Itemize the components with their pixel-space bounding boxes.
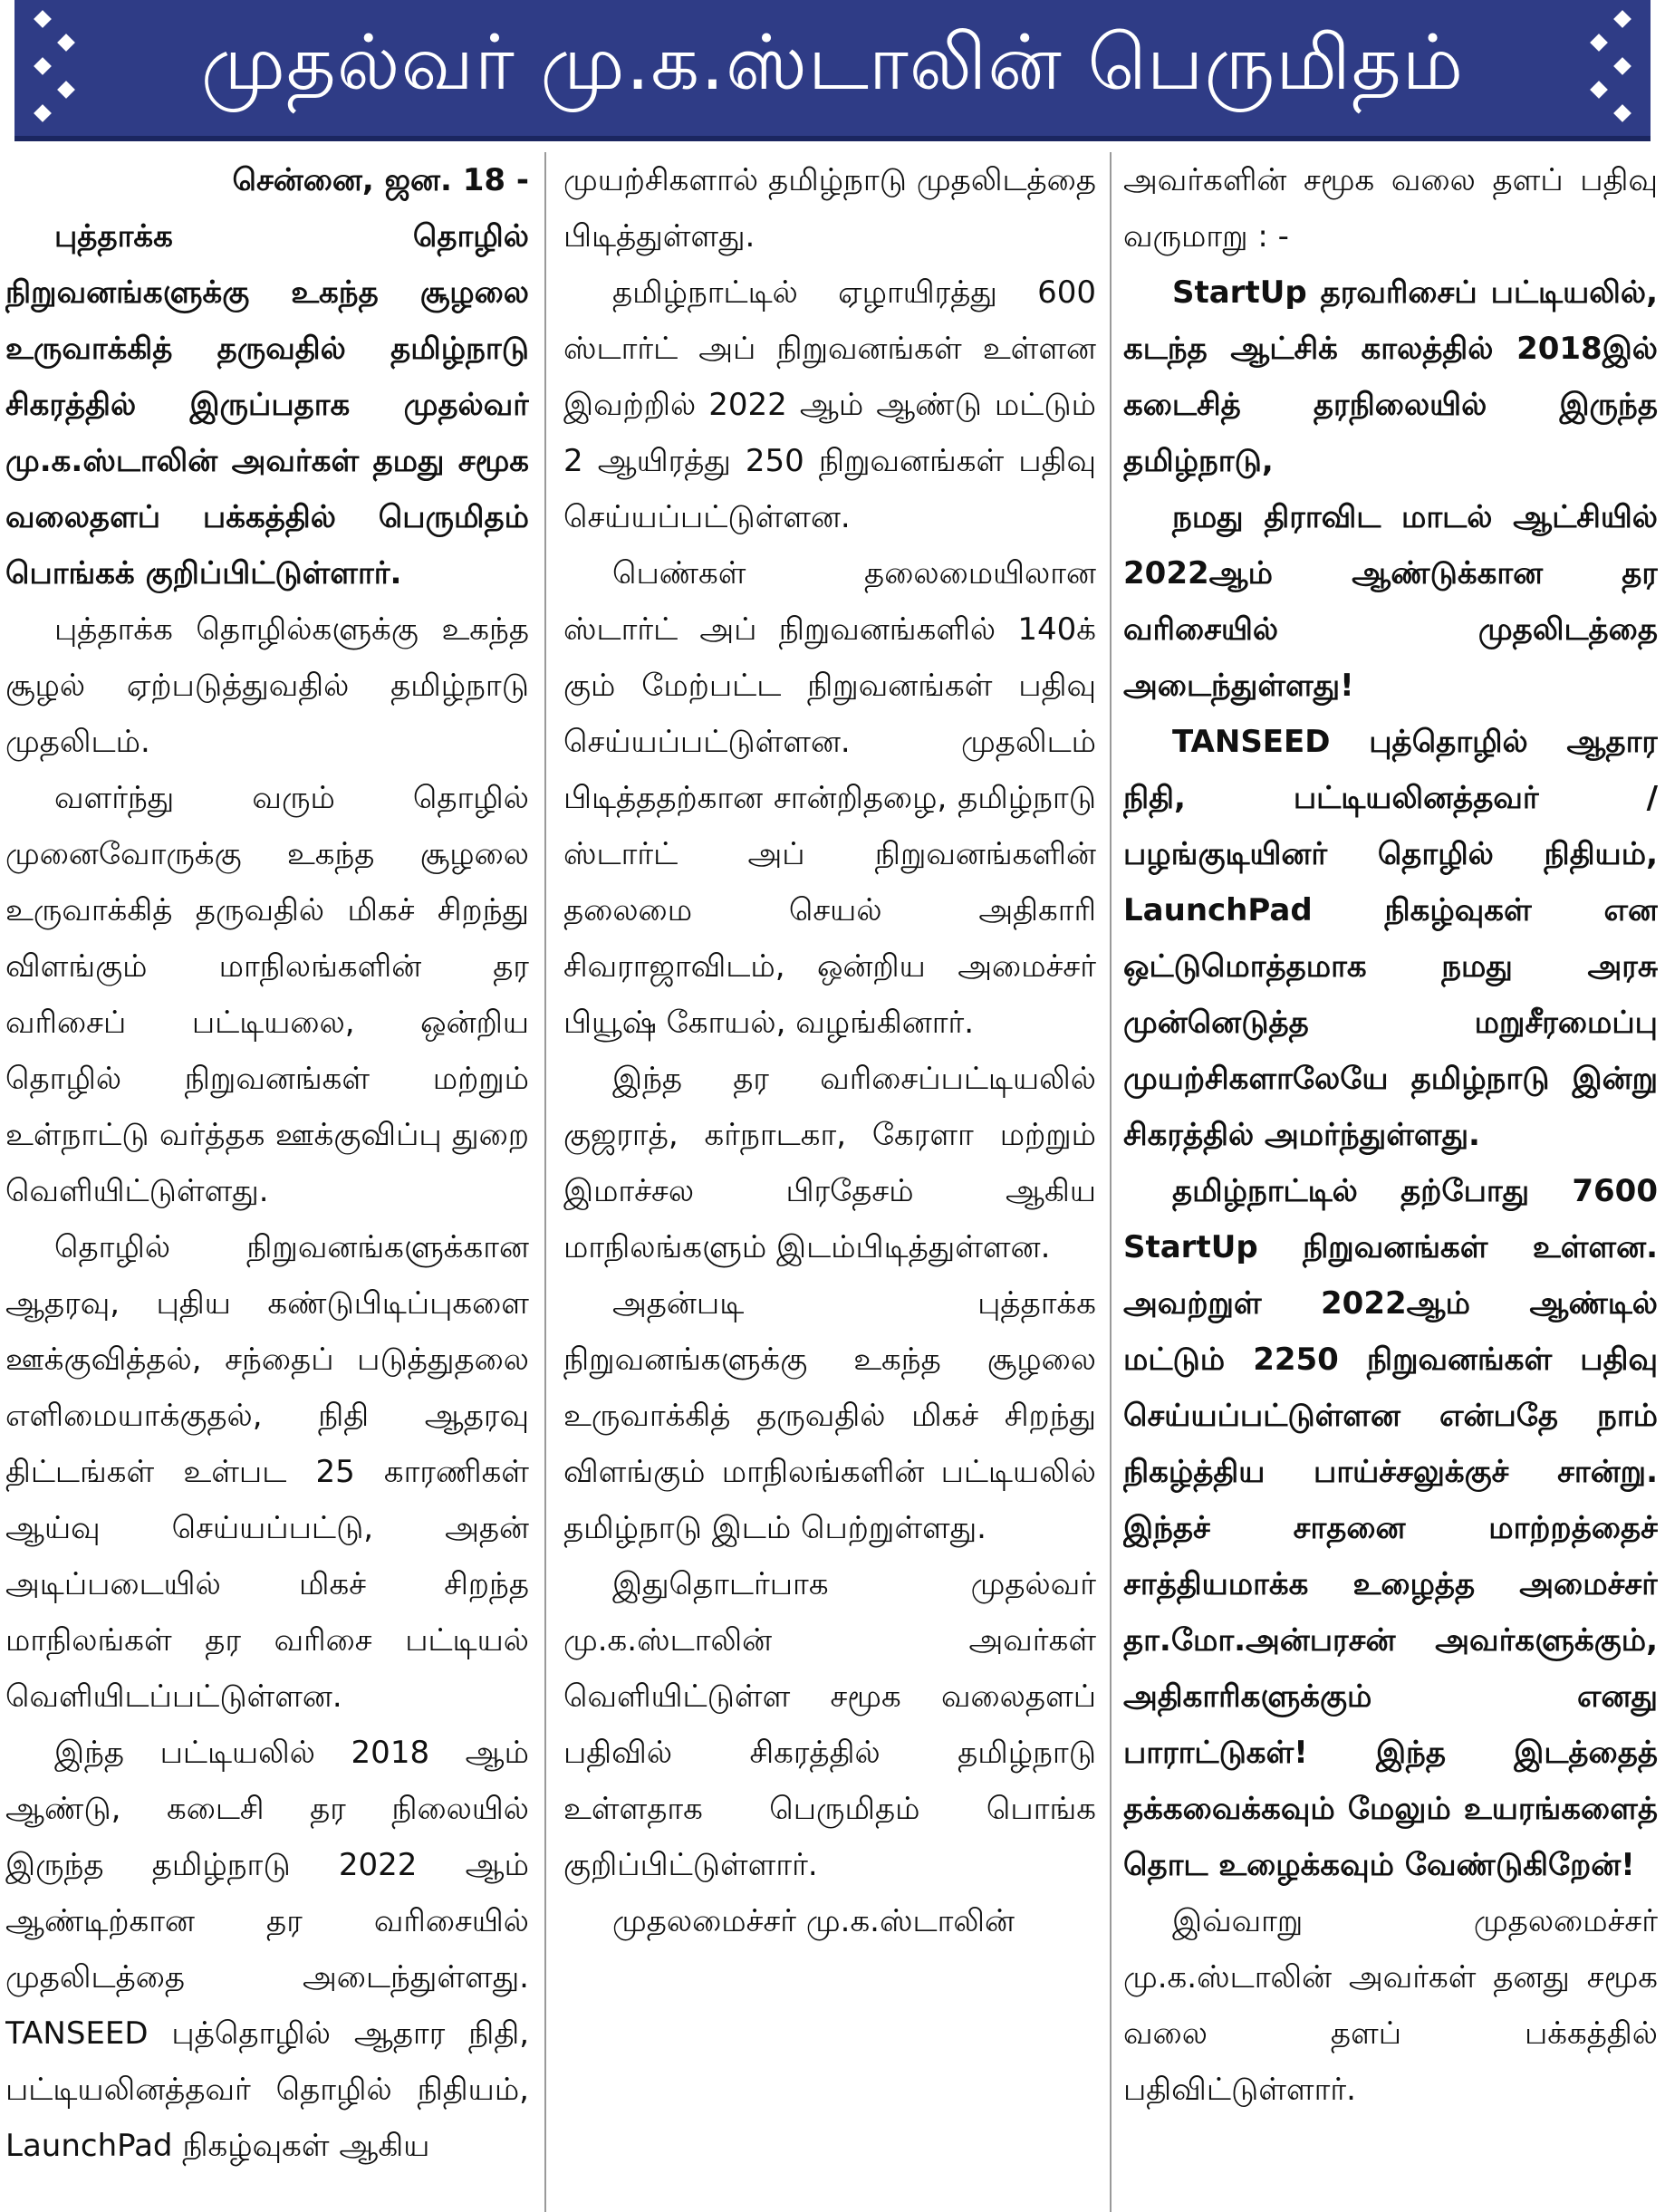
paragraph: புத்தாக்க தொழில்களுக்கு உகந்த சூழல் ஏற்படுத்துவதில் தமிழ்நாடு முதலிடம். [5,611,529,760]
lead-paragraph: புத்தாக்க தொழில் நிறுவனங்களுக்கு உகந்த சூழலை உருவாக்கித் தருவதில் தமிழ்நாடு சிகரத்தில் இருப்பதாக முதல்வர் மு.க.ஸ்டாலின் அவர்கள் தமது சமூக வலைதளப் பக்கத்தில் பெருமிதம் பொங்கக் குறிப்பிட்டுள்ளார். [5,218,529,591]
paragraph: வளர்ந்து வரும் தொழில் முனைவோருக்கு உகந்த சூழலை உருவாக்கித் தருவதில் மிகச் சிறந்து விளங்கும் மாநிலங்களின் தர வரிசைப் பட்டியலை, ஒன்றிய தொழில் நிறுவனங்கள் மற்றும் உள்நாட்டு வர்த்தக ஊக்குவிப்பு துறை வெளியிட்டுள்ளது. [5,780,529,1209]
paragraph: அதன்படி புத்தாக்க நிறுவனங்களுக்கு உகந்த சூழலை உருவாக்கித் தருவதில் மிகச் சிறந்து விளங்கும் மாநிலங்களின் பட்டியலில் தமிழ்நாடு இடம் பெற்றுள்ளது. [563,1285,1096,1546]
paragraph: இதுதொடர்பாக முதல்வர் மு.க.ஸ்டாலின் அவர்கள் வெளியிட்டுள்ள சமூக வலைதளப் பதிவில் சிகரத்தில் தமிழ்நாடு உள்ளதாக பெருமிதம் பொங்க குறிப்பிட்டுள்ளார். [563,1566,1096,1883]
paragraph: இந்த பட்டியலில் 2018 ஆம் ஆண்டு, கடைசி தர நிலையில் இருந்த தமிழ்நாடு 2022 ஆம் ஆண்டிற்கான தர வரிசையில் முதலிடத்தை அடைந்துள்ளது. TANSEED புத்தொழில் ஆதார நிதி, பட்டியலினத்தவர் தொழில் நிதியம், LaunchPad நிகழ்வுகள் ஆகிய [5,1735,529,2164]
quote-paragraph: தமிழ்நாட்டில் தற்போது 7600 StartUp நிறுவனங்கள் உள்ளன. அவற்றுள் 2022ஆம் ஆண்டில் மட்டும் 2250 நிறுவனங்கள் பதிவு செய்யப்பட்டுள்ளன என்பதே நாம் நிகழ்த்திய பாய்ச்சலுக்குச் சான்று. இந்தச் சாதனை மாற்றத்தைச் சாத்தியமாக்க உழைத்த அமைச்சர் தா.மோ.அன்பரசன் அவர்களுக்கும், அதிகாரிகளுக்கும் எனது பாராட்டுகள்! இந்த இடத்தைத் தக்கவைக்கவும் மேலும் உயரங்களைத் தொட உழைக்கவும் வேண்டுகிறேன்! [1123,1173,1658,1883]
column-1 [5,152,529,2212]
right-ornament [1564,0,1636,136]
left-ornament [29,0,101,136]
paragraph: பெண்கள் தலைமையிலான ஸ்டார்ட் அப் நிறுவனங்களில் 140க் கும் மேற்பட்ட நிறுவனங்கள் பதிவு செய்யப்பட்டுள்ளன. முதலிடம் பிடித்ததற்கான சான்றிதழை, தமிழ்நாடு ஸ்டார்ட் அப் நிறுவனங்களின் தலைமை செயல் அதிகாரி சிவராஜாவிடம், ஒன்றிய அமைச்சர் பியூஷ் கோயல், வழங்கினார். [563,555,1096,1041]
column-2 [563,152,1096,2212]
column-3 [1123,152,1658,2212]
headline-title: முதல்வர் மு.க.ஸ்டாலின் பெருமிதம் [200,18,1465,107]
quote-paragraph: TANSEED புத்தொழில் ஆதார நிதி, பட்டியலினத்தவர் / பழங்குடியினர் தொழில் நிதியம், LaunchPad நிகழ்வுகள் என ஒட்டுமொத்தமாக நமது அரசு முன்னெடுத்த மறுசீரமைப்பு முயற்சிகளாலேயே தமிழ்நாடு இன்று சிகரத்தில் அமர்ந்துள்ளது. [1123,724,1658,1153]
paragraph: இந்த தர வரிசைப்பட்டியலில் குஜராத், கர்நாடகா, கேரளா மற்றும் இமாச்சல பிரதேசம் ஆகிய மாநிலங்களும் இடம்பிடித்துள்ளன. [563,1061,1096,1265]
article-body [0,152,1665,2212]
headline-bar [14,0,1651,141]
paragraph: முதலமைச்சர் மு.க.ஸ்டாலின் [612,1903,1015,1939]
paragraph: முயற்சிகளால் தமிழ்நாடு முதலிடத்தை பிடித்துள்ளது. [563,162,1096,255]
paragraph: அவர்களின் சமூக வலை தளப் பதிவு வருமாறு : - [1123,162,1658,255]
quote-paragraph: நமது திராவிட மாடல் ஆட்சியில் 2022ஆம் ஆண்டுக்கான தர வரிசையில் முதலிடத்தை அடைந்துள்ளது! [1123,499,1658,704]
headline-banner [0,0,1665,143]
dateline: சென்னை, ஜன. 18 - [232,162,529,198]
paragraph: தொழில் நிறுவனங்களுக்கான ஆதரவு, புதிய கண்டுபிடிப்புகளை ஊக்குவித்தல், சந்தைப் படுத்துதலை எளிமையாக்குதல், நிதி ஆதரவு திட்டங்கள் உள்பட 25 காரணிகள் ஆய்வு செய்யப்பட்டு, அதன் அடிப்படையில் மிகச் சிறந்த மாநிலங்கள் தர வரிசை பட்டியல் வெளியிடப்பட்டுள்ளன. [5,1229,529,1715]
paragraph: தமிழ்நாட்டில் ஏழாயிரத்து 600 ஸ்டார்ட் அப் நிறுவனங்கள் உள்ளன இவற்றில் 2022 ஆம் ஆண்டு மட்டும் 2 ஆயிரத்து 250 நிறுவனங்கள் பதிவு செய்யப்பட்டுள்ளன. [563,274,1096,535]
quote-paragraph: StartUp தரவரிசைப் பட்டியலில், கடந்த ஆட்சிக் காலத்தில் 2018இல் கடைசித் தரநிலையில் இருந்த தமிழ்நாடு, [1123,274,1658,479]
closing-paragraph: இவ்வாறு முதலமைச்சர் மு.க.ஸ்டாலின் அவர்கள் தனது சமூக வலை தளப் பக்கத்தில் பதிவிட்டுள்ளார். [1123,1903,1658,2108]
